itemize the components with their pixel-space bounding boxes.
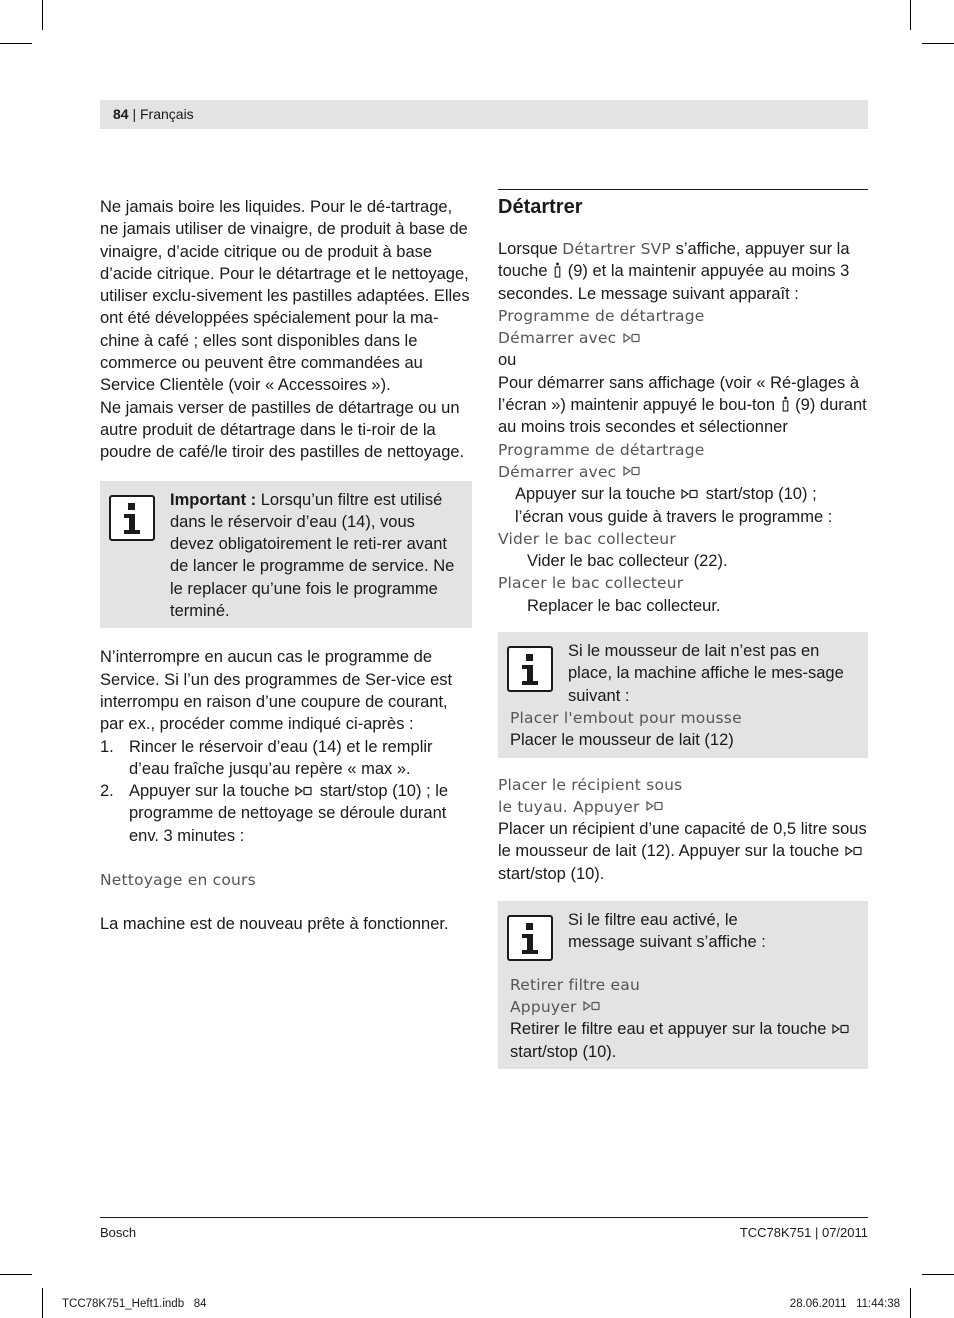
display-message: Placer le bac collecteur	[498, 574, 684, 593]
intro-paragraph: Ne jamais boire les liquides. Pour le dé-tartrage, ne jamais utiliser de vinaigre, de produit à base de vinaigre, d’acide citrique ou de produit à base d’acide citrique. Pour le détartrage et le nettoyage, utiliser exclu-sivement les pastilles adaptées. Elles ont été développées spécialement pour la ma-chine à café ; elles sont disponibles dans le commerce ou peuvent être commandées au Service Clientèle (voir « Accessoires »).	[100, 198, 470, 395]
crop-mark	[0, 1274, 32, 1275]
display-message: Vider le bac collecteur	[498, 529, 676, 548]
important-note-box	[100, 481, 472, 629]
press-paragraph: Appuyer sur la touche start/stop (10) ; l’écran vous guide à travers le programme :	[515, 485, 833, 526]
footer-brand: Bosch	[100, 1225, 137, 1240]
note-text: Si le mousseur de lait n’est pas en place, la machine affiche le mes-sage suivant :	[568, 642, 844, 705]
page-number: 84	[113, 106, 129, 122]
start-stop-icon	[295, 786, 313, 796]
slug-file: TCC78K751_Heft1.indb 84	[62, 1298, 207, 1310]
footer-model-date: TCC78K751 | 07/2011	[739, 1225, 868, 1240]
display-message: Programme de détartrage	[498, 306, 705, 325]
steps-list	[100, 736, 472, 847]
display-message: Détartrer SVP	[562, 240, 671, 258]
text: Lorsque	[498, 240, 563, 258]
start-stop-icon	[681, 489, 699, 499]
info-button-icon	[782, 396, 789, 412]
alt-paragraph: Pour démarrer sans affichage (voir « Ré-glages à l’écran ») maintenir appuyé le bou-ton (9) durant au moins trois secondes et sélectionner	[498, 373, 867, 437]
step-number: 1.	[100, 737, 114, 756]
list-item	[100, 780, 472, 847]
display-message: le tuyau. Appuyer	[498, 796, 868, 818]
note-text: Si le filtre eau activé, le message suivant s’affiche :	[568, 911, 766, 952]
display-message: Appuyer	[510, 996, 858, 1018]
display-message: Démarrer avec	[498, 461, 868, 483]
start-stop-icon	[646, 801, 664, 811]
info-icon	[507, 915, 553, 961]
start-stop-icon	[583, 1001, 601, 1011]
section-title: Détartrer	[498, 189, 868, 220]
header-language: Français	[140, 106, 194, 122]
filter-note-box	[498, 901, 868, 1069]
header-separator: |	[128, 106, 140, 122]
important-label: Important :	[170, 490, 257, 509]
crop-mark	[922, 1274, 954, 1275]
text: s’affiche, appuyer sur la touche	[498, 240, 850, 281]
crop-mark	[0, 43, 32, 44]
warning-paragraph: Ne jamais verser de pastilles de détartrage ou un autre produit de détartrage dans le ti-roir de la poudre de café/le tiroir des pastilles de nettoyage.	[100, 398, 465, 462]
action-text: Replacer le bac collecteur.	[527, 596, 721, 615]
crop-mark	[910, 1288, 911, 1318]
display-message: Placer le récipient sous	[498, 775, 683, 794]
start-stop-icon	[845, 846, 863, 856]
footer-rule	[100, 1217, 868, 1218]
action-text: Placer le mousseur de lait (12)	[510, 731, 734, 750]
slug-timestamp: 28.06.2011 11:44:38	[789, 1298, 900, 1310]
step-text: Rincer le réservoir d’eau (14) et le remplir d’eau fraîche jusqu’au repère « max ».	[129, 737, 433, 778]
page-header	[100, 100, 868, 129]
step-number: 2.	[100, 782, 114, 801]
right-column	[498, 189, 868, 1069]
info-icon	[109, 495, 155, 541]
crop-mark	[42, 1288, 43, 1318]
display-message: Placer l'embout pour mousse	[510, 708, 742, 727]
start-stop-icon	[832, 1024, 850, 1034]
step-text: Appuyer sur la touche	[129, 782, 290, 801]
left-column	[100, 196, 472, 936]
display-message: Nettoyage en cours	[100, 871, 256, 890]
list-item	[100, 736, 472, 781]
interrupt-paragraph: N’interrompre en aucun cas le programme de Service. Si l’un des programmes de Ser-vice est interrompu en raison d’une coupure de courant, par ex., procéder comme indiqué ci-après :	[100, 648, 453, 734]
crop-mark	[910, 0, 911, 30]
ready-paragraph: La machine est de nouveau prête à fonctionner.	[100, 915, 449, 934]
text: (9) et la maintenir appuyée au moins 3 secondes. Le message suivant apparaît :	[498, 262, 850, 303]
step-text: start/stop (10) ; le programme de nettoyage se déroule durant env. 3 minutes :	[129, 782, 449, 845]
start-stop-icon	[623, 466, 641, 476]
container-paragraph: Placer un récipient d’une capacité de 0,5 litre sous le mousseur de lait (12). Appuyer sur la touche start/stop (10).	[498, 820, 867, 883]
action-text: Retirer le filtre eau et appuyer sur la touche start/stop (10).	[510, 1018, 858, 1063]
or-text: ou	[498, 351, 517, 370]
crop-mark	[42, 0, 43, 30]
descale-paragraph	[498, 238, 868, 305]
start-stop-icon	[623, 333, 641, 343]
crop-mark	[922, 43, 954, 44]
info-icon	[507, 646, 553, 692]
important-text: Lorsqu’un filtre est utilisé dans le réservoir d’eau (14), vous devez obligatoirement le reti-rer avant de lancer le programme de service. Ne le replacer qu’une fois le programme terminé.	[170, 490, 455, 621]
display-message: Démarrer avec	[498, 327, 868, 349]
action-text: Vider le bac collecteur (22).	[527, 552, 728, 571]
display-message: Programme de détartrage	[498, 440, 705, 459]
milk-frother-note-box	[498, 632, 868, 757]
display-message: Retirer filtre eau	[510, 975, 640, 994]
info-button-icon	[554, 262, 561, 278]
